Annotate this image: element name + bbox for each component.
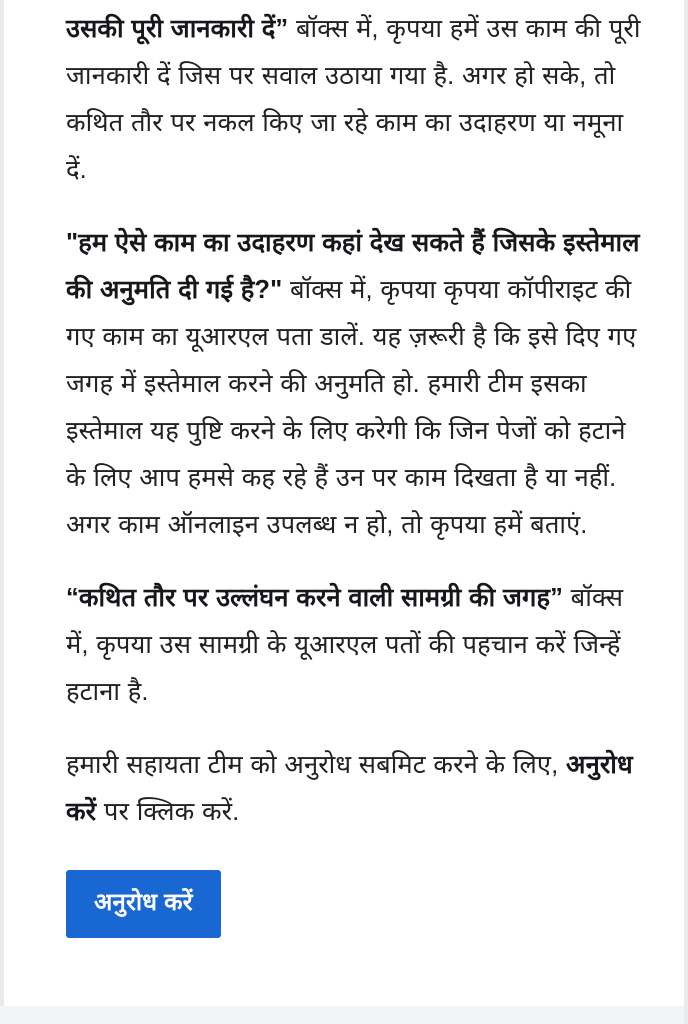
paragraph-authorized-example bbox=[66, 220, 642, 549]
paragraph-body-text: बॉक्स में, कृपया कृपया कॉपीराइट की गए काम का यूआरएल पता डालें. यह ज़रूरी है कि इसे दिए गए जगह में इस्तेमाल करने की अनुमति हो. हमारी टीम इसका इस्तेमाल यह पुष्टि करने के लिए करेगी कि जिन पेजों को हटाने के लिए आप हमसे कह रहे हैं उन पर काम दिखता है या नहीं. अगर काम ऑनलाइन उपलब्ध न हो, तो कृपया हमें बताएं. bbox=[66, 276, 637, 539]
paragraph-work-details bbox=[66, 0, 642, 194]
paragraph-submit-instruction bbox=[66, 742, 642, 836]
page-bottom-edge bbox=[0, 1006, 688, 1024]
paragraph-lead-bold: “कथित तौर पर उल्लंघन करने वाली सामग्री की जगह” bbox=[66, 584, 563, 612]
paragraph-body-text: बॉक्स में, कृपया उस सामग्री के यूआरएल पतों की पहचान करें जिन्हें हटाना है. bbox=[66, 584, 624, 706]
paragraph-lead-bold: "हम ऐसे काम का उदाहरण कहां देख सकते हैं जिसके इस्तेमाल की अनुमति दी गई है?" bbox=[66, 229, 640, 304]
closing-text-after: पर क्लिक करें. bbox=[96, 798, 240, 826]
cta-container bbox=[66, 870, 642, 938]
paragraph-body-text: बॉक्स में, कृपया हमें उस काम की पूरी जानकारी दें जिस पर सवाल उठाया गया है. अगर हो सके, तो कथित तौर पर नकल किए जा रहे काम का उदाहरण या नमूना दें. bbox=[66, 15, 641, 184]
paragraph-lead-bold: उसकी पूरी जानकारी दें” bbox=[66, 15, 289, 43]
paragraph-infringing-location bbox=[66, 575, 642, 716]
submit-request-button[interactable]: अनुरोध करें bbox=[66, 870, 221, 938]
closing-text-before: हमारी सहायता टीम को अनुरोध सबमिट करने के लिए, bbox=[66, 751, 566, 779]
closing-text-bold: अनुरोध करें bbox=[66, 751, 633, 826]
